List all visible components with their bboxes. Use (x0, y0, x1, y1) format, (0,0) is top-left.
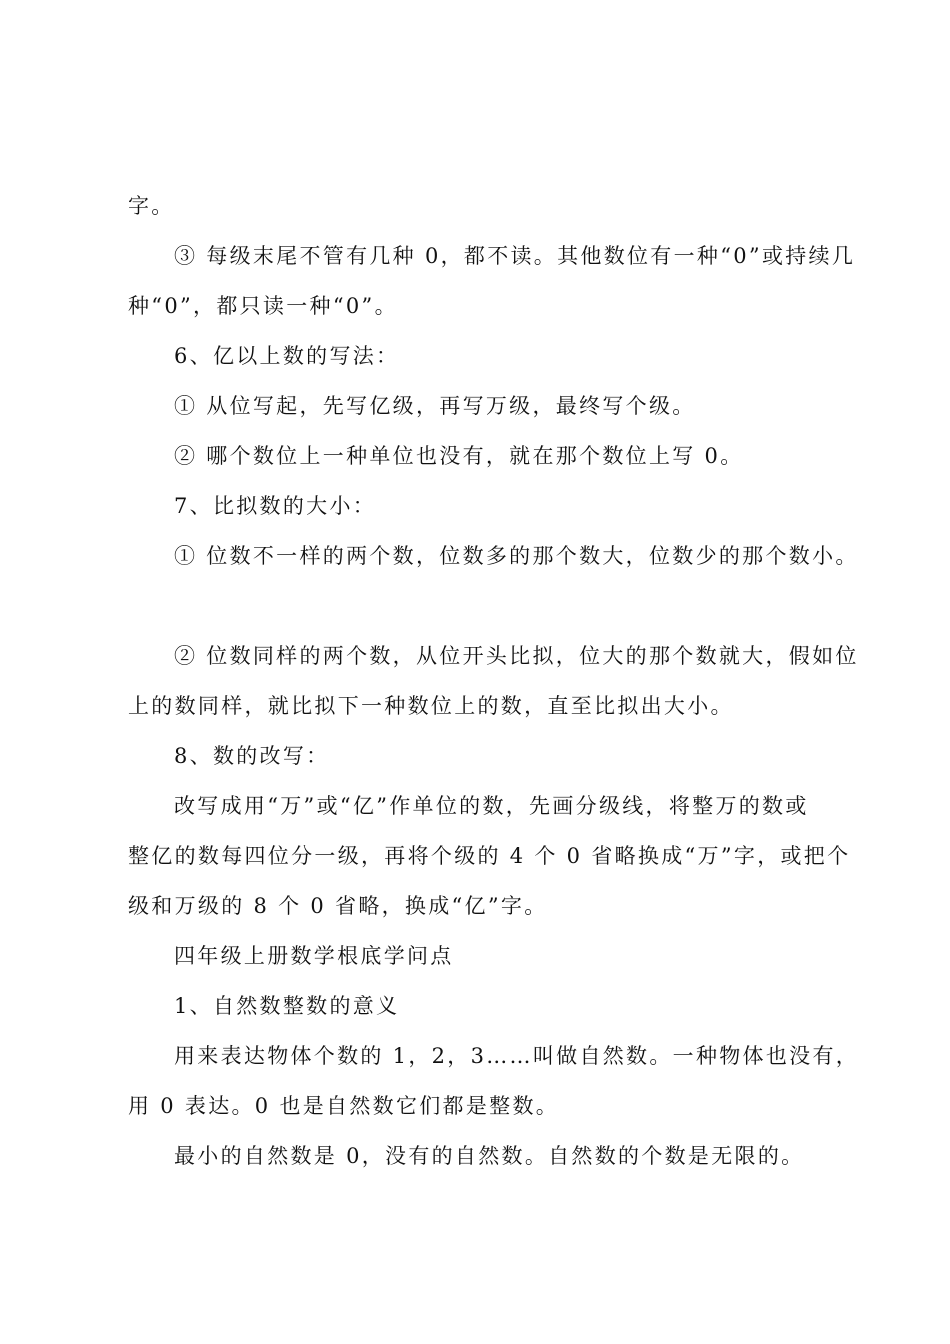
section-heading: 8、数的改写： (174, 744, 330, 768)
text-line: 上的数同样，就比拟下一种数位上的数，直至比拟出大小。 (128, 694, 734, 718)
text-line: 种“0”，都只读一种“0”。 (128, 294, 398, 318)
text-line: ① 从位写起，先写亿级，再写万级，最终写个级。 (174, 394, 696, 418)
section-heading: 7、比拟数的大小： (174, 494, 377, 518)
text-line: 级和万级的 8 个 0 省略，换成“亿”字。 (128, 894, 548, 918)
text-line: 改写成用“万”或“亿”作单位的数，先画分级线，将整万的数或 (174, 794, 809, 818)
text-line: ① 位数不一样的两个数，位数多的那个数大，位数少的那个数小。 (174, 544, 859, 568)
text-line: 整亿的数每四位分一级，再将个级的 4 个 0 省略换成“万”字，或把个 (128, 844, 851, 868)
section-heading: 1、自然数整数的意义 (174, 994, 400, 1018)
text-line: 字。 (128, 194, 175, 218)
text-line: 用来表达物体个数的 1，2，3……叫做自然数。一种物体也没有， (174, 1044, 860, 1068)
text-line: 用 0 表达。0 也是自然数它们都是整数。 (128, 1094, 560, 1118)
text-line: ② 位数同样的两个数，从位开头比拟，位大的那个数就大，假如位 (174, 644, 859, 668)
text-line: ③ 每级末尾不管有几种 0，都不读。其他数位有一种“0”或持续几 (174, 244, 856, 268)
section-title: 四年级上册数学根底学问点 (174, 944, 454, 968)
section-heading: 6、亿以上数的写法： (174, 344, 400, 368)
text-line: 最小的自然数是 0，没有的自然数。自然数的个数是无限的。 (174, 1144, 805, 1168)
text-line: ② 哪个数位上一种单位也没有，就在那个数位上写 0。 (174, 444, 744, 468)
